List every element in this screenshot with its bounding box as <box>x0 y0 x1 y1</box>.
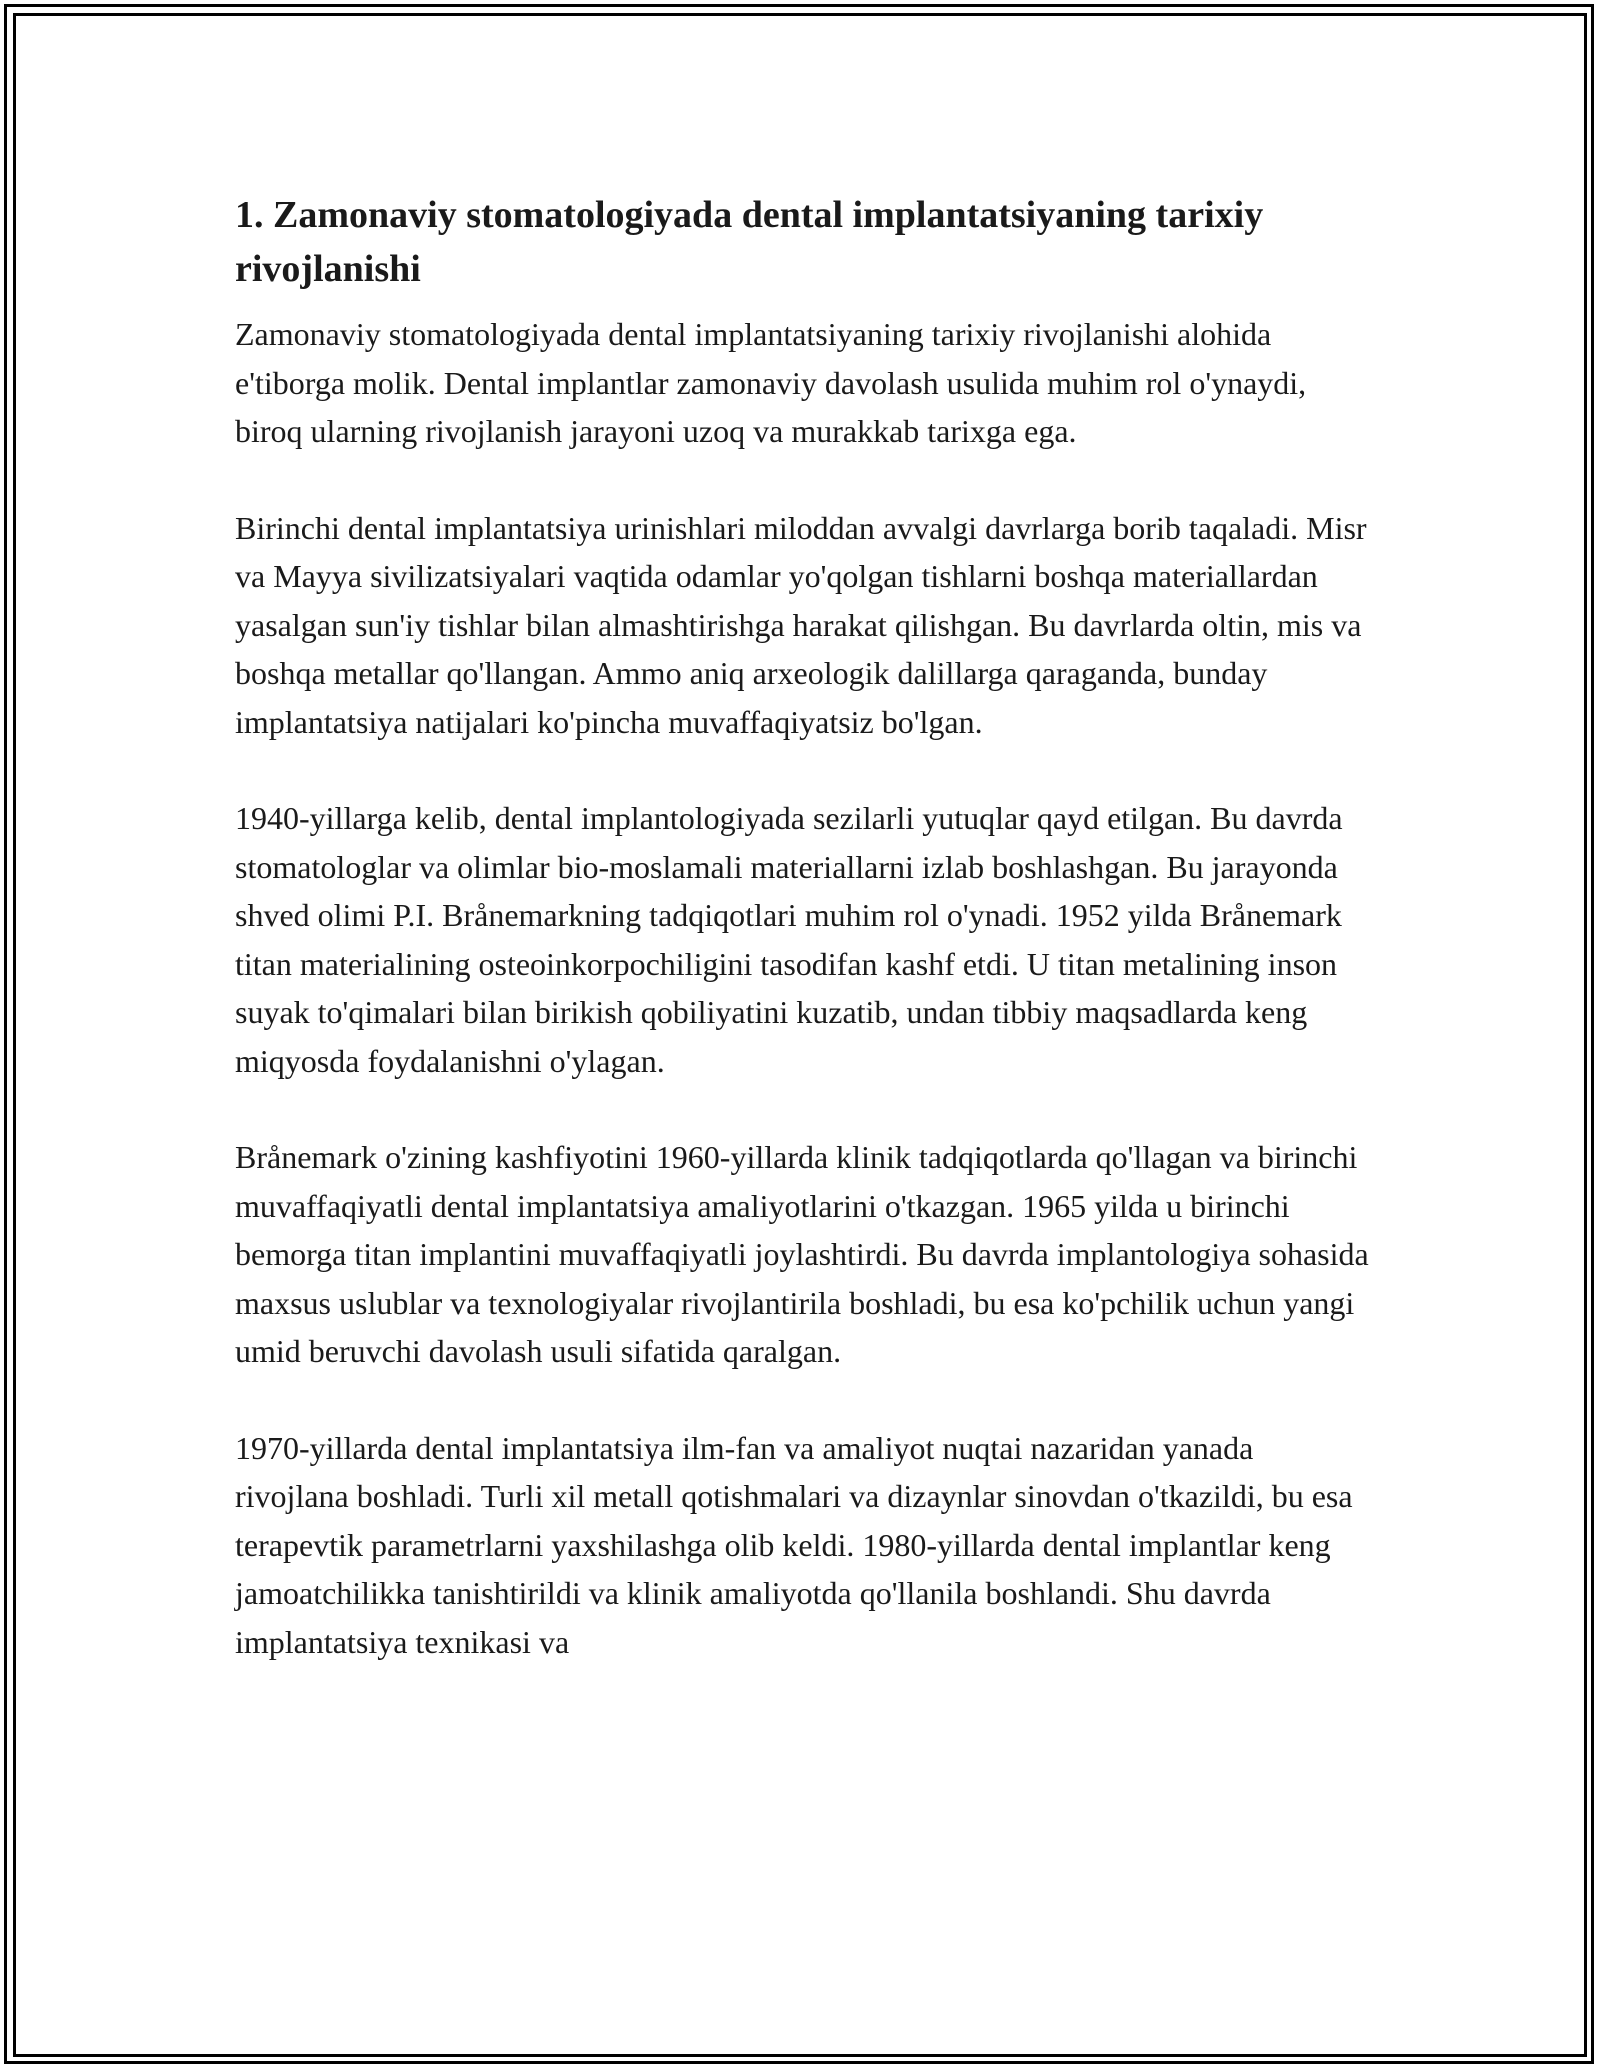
document-body <box>235 188 1375 1714</box>
section-heading: 1. Zamonaviy stomatologiyada dental implantatsiyaning tarixiy rivojlanishi <box>235 194 1264 290</box>
paragraph-intro: Zamonaviy stomatologiyada dental implantatsiyaning tarixiy rivojlanishi alohida e'tiborga molik. Dental implantlar zamonaviy davolash usulida muhim rol o'ynaydi, biroq ularning rivojlanish jarayoni uzoq va murakkab tarixga ega. <box>235 316 1307 449</box>
paragraph-1960s: Brånemark o'zining kashfiyotini 1960-yillarda klinik tadqiqotlarda qo'llagan va birinchi muvaffaqiyatli dental implantatsiya amaliyotlarini o'tkazgan. 1965 yilda u birinchi bemorga titan implantini muvaffaqiyatli joylashtirdi. Bu davrda implantologiya sohasida maxsus uslublar va texnologiyalar rivojlantirila boshladi, bu esa ko'pchilik uchun yangi umid beruvchi davolash usuli sifatida qaralgan. <box>235 1139 1369 1369</box>
paragraph-ancient-history: Birinchi dental implantatsiya urinishlari miloddan avvalgi davrlarga borib taqaladi. Misr va Mayya sivilizatsiyalari vaqtida odamlar yo'qolgan tishlarni boshqa materiallardan yasalgan sun'iy tishlar bilan almashtirishga harakat qilishgan. Bu davrlarda oltin, mis va boshqa metallar qo'llangan. Ammo aniq arxeologik dalillarga qaraganda, bunday implantatsiya natijalari ko'pincha muvaffaqiyatsiz bo'lgan. <box>235 509 1367 740</box>
paragraph-1940s: 1940-yillarga kelib, dental implantologiyada sezilarli yutuqlar qayd etilgan. Bu davrda stomatologlar va olimlar bio-moslamali materiallarni izlab boshlashgan. Bu jarayonda shved olimi P.I. Brånemarkning tadqiqotlari muhim rol o'ynadi. 1952 yilda Brånemark titan materialining osteoinkorpochiligini tasodifan kashf etdi. U titan metalining inson suyak to'qimalari bilan birikish qobiliyatini kuzatib, undan tibbiy maqsadlarda keng miqyosda foydalanishni o'ylagan. <box>235 800 1343 1079</box>
paragraph-1970s: 1970-yillarda dental implantatsiya ilm-fan va amaliyot nuqtai nazaridan yanada rivojlana boshladi. Turli xil metall qotishmalari va dizaynlar sinovdan o'tkazildi, bu esa terapevtik parametrlarni yaxshilashga olib keldi. 1980-yillarda dental implantlar keng jamoatchilikka tanishtirildi va klinik amaliyotda qo'llanila boshlandi. Shu davrda implantatsiya texnikasi va <box>235 1429 1353 1660</box>
